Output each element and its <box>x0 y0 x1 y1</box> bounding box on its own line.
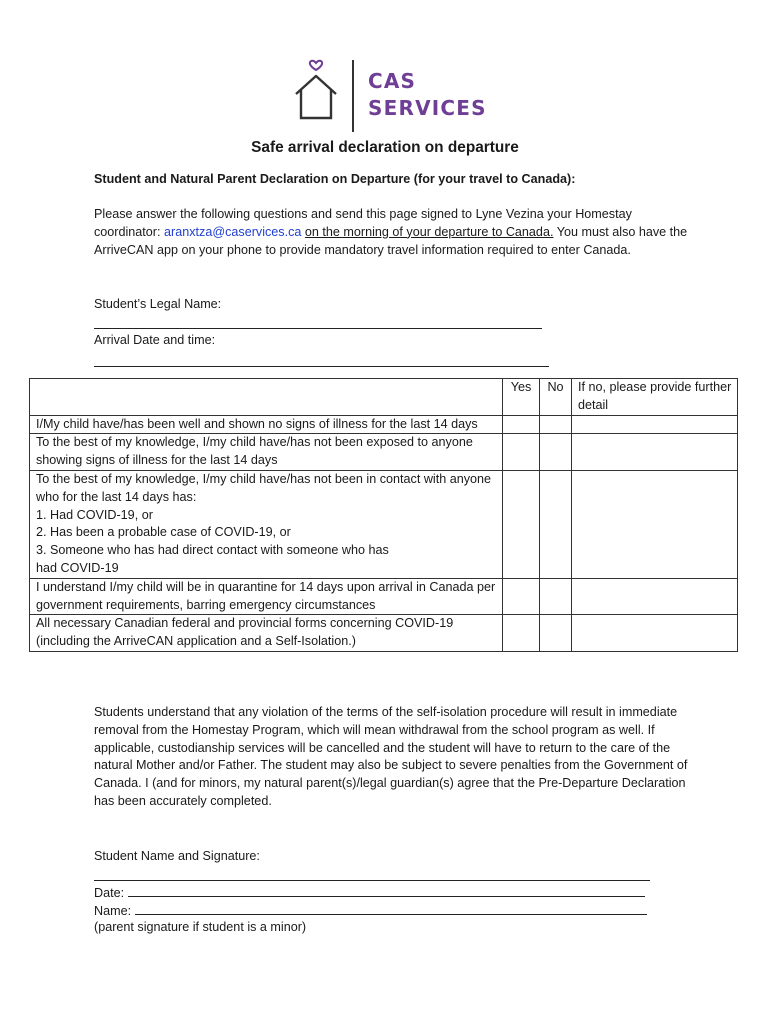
intro-text: Please answer the following questions and send this page signed to Lyne Vezina your Homestay coordinator: <box>94 207 632 239</box>
detail-input-cell[interactable] <box>572 578 738 615</box>
logo-divider <box>352 60 354 132</box>
question-text: To the best of my knowledge, I/my child have/has not been in contact with anyone who for the last 14 days has: 1. Had COVID-19, or 2. Has been a probable case of COVID-19, or 3. Someone who has had direct contact with someone who has had COVID-19 <box>30 470 503 578</box>
parent-signature-note: (parent signature if student is a minor) <box>94 920 307 934</box>
table-row <box>30 615 738 652</box>
table-row <box>30 578 738 615</box>
student-signature-field[interactable] <box>94 880 650 881</box>
name-row <box>94 901 694 921</box>
yes-checkbox-cell[interactable] <box>503 434 540 471</box>
yes-checkbox-cell[interactable] <box>503 578 540 615</box>
question-text: I understand I/my child will be in quarantine for 14 days upon arrival in Canada per government requirements, barring emergency circumstances <box>30 578 503 615</box>
intro-text-continued: You must also have the ArriveCAN app on your phone to provide mandatory travel information required to enter Canada. <box>94 224 688 257</box>
detail-input-cell[interactable] <box>572 470 738 578</box>
student-name-signature-label: Student Name and Signature: <box>94 849 260 863</box>
no-checkbox-cell[interactable] <box>540 615 572 652</box>
coordinator-email-link[interactable]: aranxtza@caservices.ca <box>164 224 302 239</box>
logo-wordmark: CAS SERVICES <box>368 69 487 120</box>
declaration-subtitle: Student and Natural Parent Declaration on Departure (for your travel to Canada): <box>94 172 576 186</box>
detail-header: If no, please provide further detail <box>572 379 738 416</box>
yes-checkbox-cell[interactable] <box>503 415 540 434</box>
self-isolation-terms: Students understand that any violation of the terms of the self-isolation procedure will result in immediate removal from the Homestay Program, which will mean withdrawal from the school program as well. If applicable, custodianship services will be cancelled and the student will have to return to the care of the natural Mother and/or Father. The student may also be subject to severe penalties from the Government of Canada. I (and for minors, my natural parent(s)/legal guardian(s) agree that the Pre-Departure Declaration has been accurately completed. <box>94 705 688 808</box>
table-row <box>30 415 738 434</box>
question-text: I/My child have/has been well and shown no signs of illness for the last 14 days <box>30 415 503 434</box>
yes-header: Yes <box>503 379 540 416</box>
detail-input-cell[interactable] <box>572 415 738 434</box>
question-text: To the best of my knowledge, I/my child have/has not been exposed to anyone showing signs of illness for the last 14 days <box>30 434 503 471</box>
no-header: No <box>540 379 572 416</box>
arrival-date-field[interactable] <box>94 366 549 367</box>
house-heart-icon <box>290 56 350 126</box>
no-checkbox-cell[interactable] <box>540 578 572 615</box>
question-header-cell <box>30 379 503 416</box>
legal-name-field[interactable] <box>94 328 542 329</box>
intro-paragraph <box>94 206 694 259</box>
question-text: All necessary Canadian federal and provincial forms concerning COVID-19 (including the ArriveCAN application and a Self-Isolation.) <box>30 615 503 652</box>
detail-input-cell[interactable] <box>572 615 738 652</box>
table-row <box>30 434 738 471</box>
arrival-date-label: Arrival Date and time: <box>94 333 216 347</box>
detail-input-cell[interactable] <box>572 434 738 471</box>
cas-services-logo <box>290 56 490 136</box>
health-questions-table <box>29 378 738 652</box>
no-checkbox-cell[interactable] <box>540 415 572 434</box>
date-row <box>94 883 694 903</box>
date-field[interactable] <box>128 883 645 897</box>
yes-checkbox-cell[interactable] <box>503 615 540 652</box>
no-checkbox-cell[interactable] <box>540 470 572 578</box>
legal-name-label: Student’s Legal Name: <box>94 297 222 311</box>
no-checkbox-cell[interactable] <box>540 434 572 471</box>
yes-checkbox-cell[interactable] <box>503 470 540 578</box>
table-header-row <box>30 379 738 416</box>
name-field[interactable] <box>135 901 647 915</box>
date-label: Date: <box>94 886 125 900</box>
table-row <box>30 470 738 578</box>
page-title: Safe arrival declaration on departure <box>251 139 519 156</box>
name-label: Name: <box>94 904 132 918</box>
departure-deadline: on the morning of your departure to Canada. <box>304 224 554 239</box>
